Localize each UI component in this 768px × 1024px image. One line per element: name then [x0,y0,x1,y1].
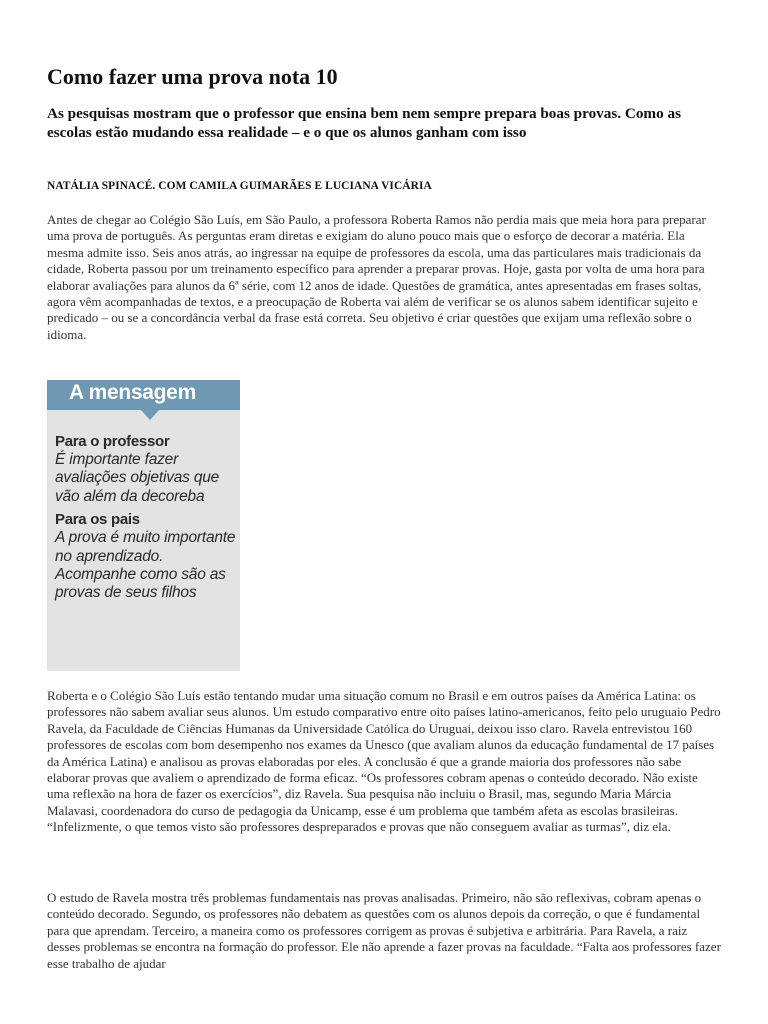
article-paragraph: O estudo de Ravela mostra três problemas fundamentais nas provas analisadas. Primeiro, não são reflexivas, cobram apenas o conteúdo decorado. Segundo, os professores não debatem as questões com os alunos depois da correção, o que é fundamental para que aprendam. Terceiro, a maneira como os professores corrigem as provas é subjetiva e arbitrária. Para Ravela, a raiz desses problemas se encontra na formação do professor. Ele não aprende a fazer provas na faculdade. “Falta aos professores fazer esse trabalho de ajudar [47,890,721,971]
message-box-body [55,432,238,603]
article-byline: NATÁLIA SPINACÉ. COM CAMILA GUIMARÃES E LUCIANA VICÁRIA [47,180,432,192]
article-paragraph: Antes de chegar ao Colégio São Luís, em São Paulo, a professora Roberta Ramos não perdia mais que meia hora para preparar uma prova de português. As perguntas eram diretas e exigiam do aluno pouco mais que o esforço de decorar a matéria. Ela mesma admite isso. Seis anos atrás, ao ingressar na equipe de professores da escola, uma das particulares mais tradicionais da cidade, Roberta passou por um treinamento específico para aprender a preparar provas. Hoje, gasta por volta de uma hora para elaborar avaliações para alunos da 6ª série, com 12 anos de idade. Questões de gramática, antes apresentadas em frases soltas, agora vêm acompanhadas de textos, e a preocupação de Roberta vai além de verificar se os alunos sabem identificar sujeito e predicado – ou se a concordância verbal da frase está correta. Seu objetivo é criar questões que exijam uma reflexão sobre o idioma. [47,212,706,342]
box-section-text: A prova é muito importante no aprendizado. Acompanhe como são as provas de seus filhos [55,529,236,602]
article-paragraph: Roberta e o Colégio São Luís estão tentando mudar uma situação comum no Brasil e em outros países da América Latina: os professores não sabem avaliar seus alunos. Um estudo comparativo entre oito países latino-americanos, feito pelo uruguaio Pedro Ravela, da Faculdade de Ciências Humanas da Universidade Católica do Uruguai, deixou isso claro. Ravela entrevistou 160 professores de escolas com bom desempenho nos exames da Unesco (que avaliam alunos da educação fundamental de 17 países da América Latina) e analisou as provas elaboradas por eles. A conclusão é que a grande maioria dos professores não sabe elaborar provas que avaliem o aprendizado de forma eficaz. “Os professores cobram apenas o conteúdo decorado. Não existe uma reflexão na hora de fazer os exercícios”, diz Ravela. Sua pesquisa não incluiu o Brasil, mas, segundo Maria Márcia Malavasi, coordenadora do curso de pedagogia da Unicamp, esse é um problema que também afeta as escolas brasileiras. “Infelizmente, o que temos visto são professores despreparados e provas que não conseguem avaliar as turmas”, diz ela. [47,688,721,835]
message-sidebar-box [47,380,240,671]
message-box-title: A mensagem [69,381,196,404]
article-title: Como fazer uma prova nota 10 [47,64,338,89]
header-pointer-icon [141,410,159,420]
box-section-label: Para o professor [55,433,170,450]
box-section-label: Para os pais [55,511,140,529]
box-section-text: É importante fazer avaliações objetivas que vão além da decoreba [55,451,220,505]
article-subtitle: As pesquisas mostram que o professor que ensina bem nem sempre prepara boas provas. Como as escolas estão mudando essa realidade – e o que os alunos ganham com isso [47,105,681,141]
message-box-header [47,380,240,410]
